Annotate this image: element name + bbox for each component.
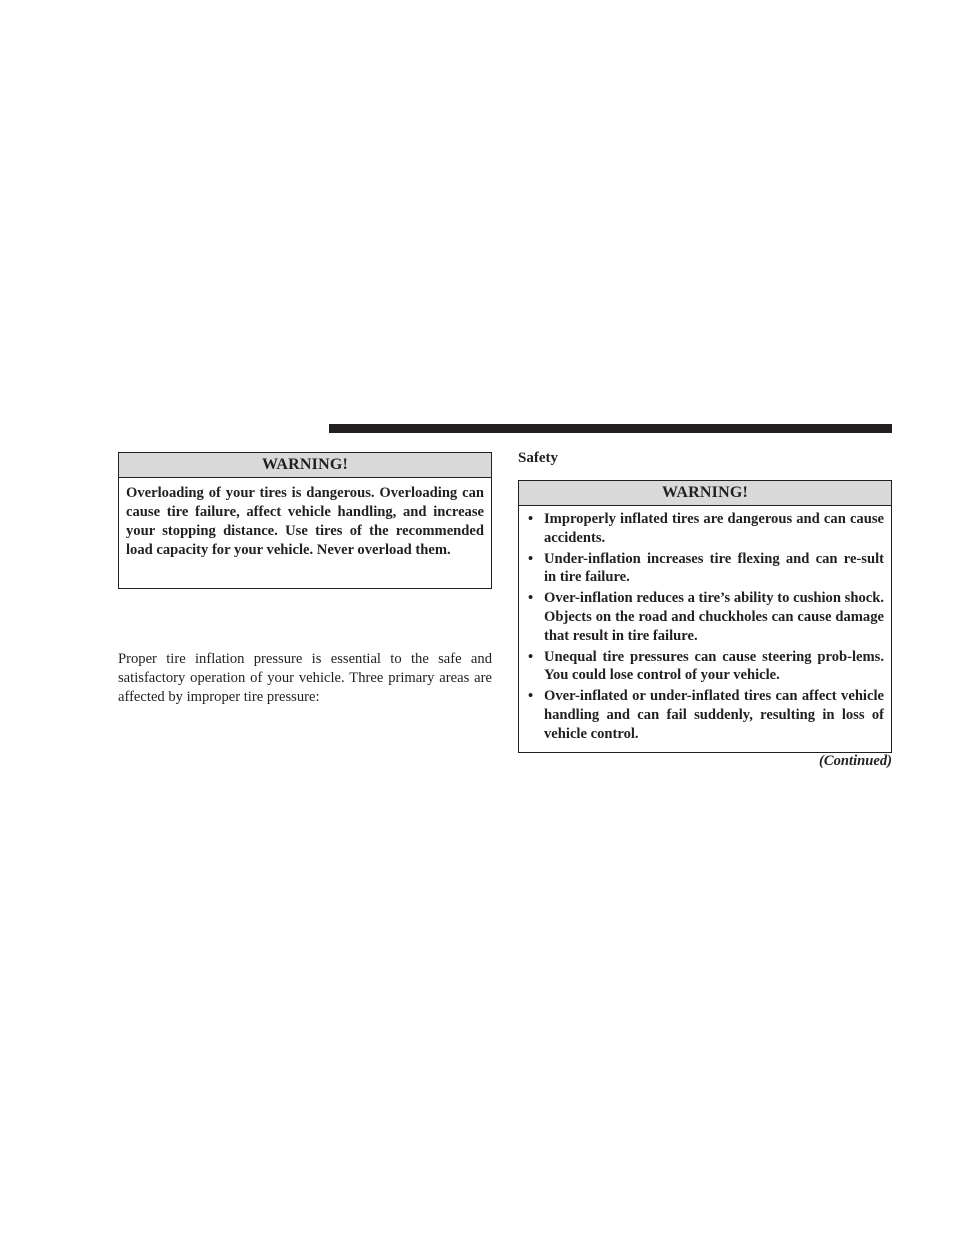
bullet-icon: • [528,688,534,705]
safety-warning-box [518,480,892,753]
warning-header: WARNING! [119,453,491,478]
list-item [528,550,884,587]
list-item-text: Unequal tire pressures can cause steering prob-lems. You could lose control of your vehicle. [544,648,884,684]
list-item-text: Under-inflation increases tire flexing and can re-sult in tire failure. [544,550,884,586]
continued-label: (Continued) [819,753,892,769]
list-item-text: Improperly inflated tires are dangerous and can cause accidents. [544,511,884,546]
list-item-text: Over-inflated or under-inflated tires can affect vehicle handling and can fail suddenly, resulting in loss of vehicle control. [544,688,884,742]
bullet-icon: • [528,590,534,607]
header-rule [329,424,892,433]
bullet-icon: • [528,648,534,665]
list-item-text: Over-inflation reduces a tire’s ability to cushion shock. Objects on the road and chuckholes can cause damage that result in tire failure. [544,590,884,644]
safety-heading: Safety [518,450,558,466]
bullet-icon: • [528,511,534,527]
list-item [528,510,884,547]
warning-header: WARNING! [519,481,891,506]
warning-bullet-list [519,506,891,743]
tire-pressure-paragraph: Proper tire inflation pressure is essential to the safe and satisfactory operation of your vehicle. Three primary areas are affected by improper tire pressure: [118,651,492,705]
list-item [528,589,884,645]
list-item [528,648,884,685]
warning-text: Overloading of your tires is dangerous. Overloading can cause tire failure, affect vehicle handling, and increase your stopping distance. Use tires of the recommended load capacity for your vehicle. Never overload them. [126,485,484,558]
list-item [528,687,884,743]
overload-warning-box [118,452,492,589]
bullet-icon: • [528,550,534,567]
